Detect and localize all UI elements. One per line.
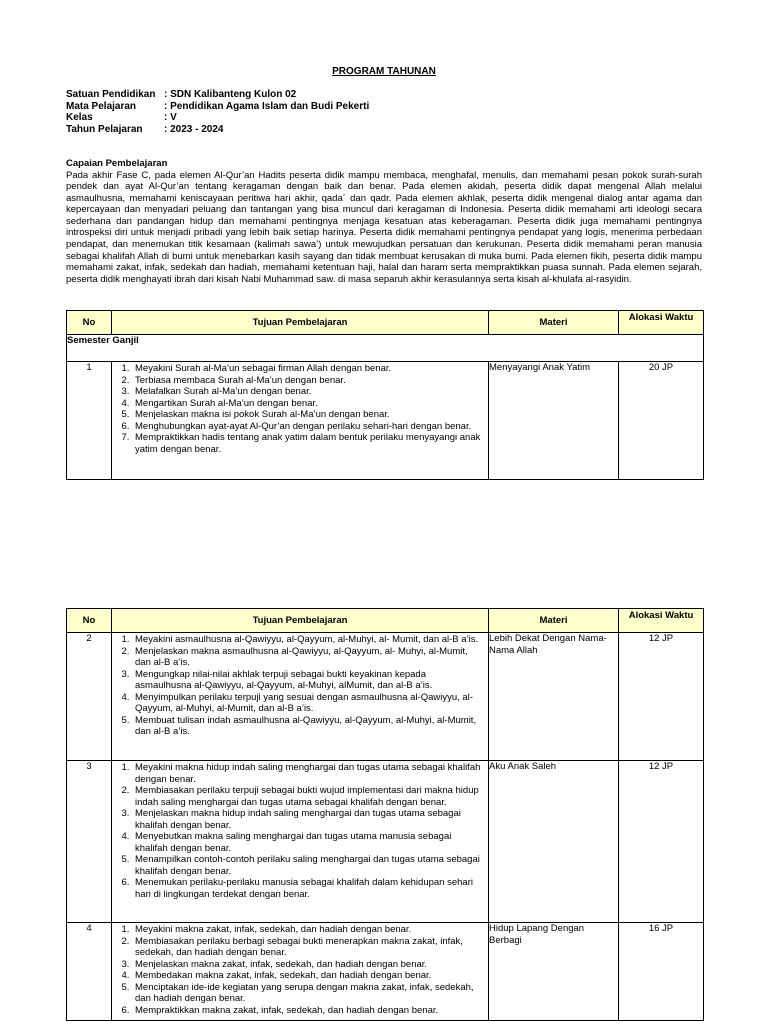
row-materi: Lebih Dekat Dengan Nama-Nama Allah (489, 633, 619, 761)
table-row (67, 923, 704, 1021)
identity-label: Kelas (66, 112, 93, 123)
row-no: 4 (67, 923, 112, 1021)
identity-value: : V (164, 112, 177, 123)
tujuan-item: 4. Mengartikan Surah al-Ma’un dengan benar. (132, 398, 484, 410)
header-materi: Materi (489, 609, 619, 633)
tujuan-item: 6. Mempraktikkan makna zakat, infak, sedekah, dan hadiah dengan benar. (132, 1005, 484, 1017)
identity-value: : SDN Kalibanteng Kulon 02 (164, 89, 297, 100)
tujuan-item: 6. Menemukan perilaku-perilaku manusia sebagai khalifah dalam kehidupan sehari hari di lingkungan terdekat dengan benar. (132, 877, 484, 900)
tujuan-item: 4. Membedakan makna zakat, infak, sedekah, dan hadiah dengan benar. (132, 970, 484, 982)
tujuan-item: 1. Meyakini Surah al-Ma’un sebagai firman Allah dengan benar. (132, 363, 484, 375)
identity-label: Satuan Pendidikan (66, 89, 156, 100)
tujuan-item: 5. Menciptakan ide-ide kegiatan yang serupa dengan makna zakat, infak, sedekah, dan hadiah dengan benar. (132, 982, 484, 1005)
identity-label: Tahun Pelajaran (66, 123, 143, 135)
tujuan-item: 3. Menjelaskan makna hidup indah saling menghargai dan tugas utama sebagai khalifah dengan benar. (132, 808, 484, 831)
tujuan-item: 4. Menyebutkan makna saling menghargai dan tugas utama manusia sebagai khalifah dengan benar. (132, 831, 484, 854)
tujuan-item: 2. Menjelaskan makna asmaulhusna al-Qawiyyu, al-Qayyum, al- Muhyi, al-Mumit, dan al-B a’is. (132, 646, 484, 669)
header-tujuan: Tujuan Pembelajaran (112, 609, 489, 633)
row-alokasi: 16 JP (619, 923, 704, 1021)
row-tujuan (112, 362, 489, 480)
table-row (67, 633, 704, 761)
identity-value: : 2023 - 2024 (164, 123, 224, 135)
tujuan-item: 2. Membiasakan perilaku terpuji sebagai bukti wujud implementasi dari makna hidup indah saling menghargai dan tugas utama sebagai khalifah dengan benar. (132, 785, 484, 808)
row-alokasi: 12 JP (619, 633, 704, 761)
header-alokasi: Alokasi Waktu (619, 609, 704, 633)
table-row (67, 761, 704, 923)
tujuan-item: 2. Membiasakan perilaku berbagi sebagai bukti menerapkan makna zakat, infak, sedekah, dan hadiah dengan benar. (132, 936, 484, 959)
tujuan-item: 3. Melafalkan Surah al-Ma’un dengan benar. (132, 386, 484, 398)
capaian-heading: Capaian Pembelajaran (66, 158, 168, 169)
row-materi: Hidup Lapang Dengan Berbagi (489, 923, 619, 1021)
header-alokasi: Alokasi Waktu (619, 311, 704, 335)
row-alokasi: 12 JP (619, 761, 704, 923)
row-no: 2 (67, 633, 112, 761)
semester-row (67, 335, 704, 362)
capaian-section (66, 158, 702, 285)
header-tujuan: Tujuan Pembelajaran (112, 311, 489, 335)
capaian-text: Pada akhir Fase C, pada elemen Al-Qur’an Hadits peserta didik mampu membaca, menghafal, menulis, dan memahami pesan pokok surah-surah pendek dan ayat Al-Qur’an tentang keragaman dengan baik dan benar. Pada elemen akidah, peserta didik dapat mengenal Allah melalui asmaulhusna, memahami keniscayaan peritiwa hari akhir, qada´ dan qadr. Pada elemen akhlak, peserta didik mengenal dialog antar agama dan kepercayaan dan menyadari peluang dan tantangan yang bisa muncul dari keragaman di Indonesia. Peserta didik memahami arti ideologi secara sederhana dan pandangan hidup dan memahami pentingnya menjaga kesatuan atas keberagaman. Peserta didik juga memahami pentingnya introspeksi diri untuk menjadi pribadi yang lebih baik setiap harinya. Peserta didik memahami pentingnya pendapat yang logis, menerima perbedaan pendapat, dan menemukan titik kesamaan (kalimah sawa’) untuk mewujudkan persatuan dan kerukunan. Peserta didik memahami peran manusia sebagai khalifah Allah di bumi untuk menebarkan kasih sayang dan tidak membuat kerusakan di muka bumi. Pada elemen fikih, peserta didik mampu memahami zakat, infak, sedekah dan hadiah, memahami ketentuan haji, halal dan haram serta mempraktikkan puasa sunnah. Pada elemen sejarah, peserta didik menghayati ibrah dari kisah Nabi Muhammad saw. di masa separuh akhir kerasulannya serta kisah al-khulafa al-rasyidin. (66, 169, 702, 285)
row-no: 3 (67, 761, 112, 923)
tujuan-list (112, 761, 488, 904)
tujuan-list (112, 633, 488, 742)
tujuan-item: 1. Meyakini makna hidup indah saling menghargai dan tugas utama sebagai khalifah dengan benar. (132, 762, 484, 785)
tujuan-item: 2. Terbiasa membaca Surah al-Ma’un dengan benar. (132, 375, 484, 387)
identity-row-mapel (66, 101, 369, 113)
identity-label: Mata Pelajaran (66, 100, 137, 112)
program-table-1 (66, 310, 704, 480)
tujuan-list (112, 362, 488, 459)
tujuan-item: 3. Mengungkap nilai-nilai akhlak terpuji sebagai bukti keyakinan kepada asmaulhusna al-Qawiyyu, al-Qayyum, al-Muhyi, alMumit, dan al-B a’is. (132, 669, 484, 692)
table-row (67, 362, 704, 480)
tujuan-item: 5. Menampilkan contoh-contoh perilaku saling menghargai dan tugas utama sebagai khalifah dengan benar. (132, 854, 484, 877)
row-alokasi: 20 JP (619, 362, 704, 480)
tujuan-item: 1. Meyakini asmaulhusna al-Qawiyyu, al-Qayyum, al-Muhyi, al- Mumit, dan al-B a’is. (132, 634, 484, 646)
row-no: 1 (67, 362, 112, 480)
row-tujuan (112, 633, 489, 761)
tujuan-item: 6. Menghubungkan ayat-ayat Al-Qur’an dengan perilaku sehari-hari dengan benar. (132, 421, 484, 433)
row-tujuan (112, 761, 489, 923)
program-table-2 (66, 608, 704, 1021)
identity-row-kelas (66, 112, 369, 124)
tujuan-item: 3. Menjelaskan makna zakat, infak, sedekah, dan hadiah dengan benar. (132, 959, 484, 971)
identity-row-tahun (66, 124, 369, 136)
tujuan-item: 7. Mempraktikkan hadis tentang anak yatim dalam bentuk perilaku menyayangi anak yatim dengan benar. (132, 432, 484, 455)
row-tujuan (112, 923, 489, 1021)
header-no: No (67, 609, 112, 633)
tujuan-item: 1. Meyakini makna zakat, infak, sedekah, dan hadiah dengan benar. (132, 924, 484, 936)
identity-block (66, 89, 369, 135)
page-title: PROGRAM TAHUNAN (332, 66, 436, 77)
identity-row-satuan (66, 89, 369, 101)
tujuan-item: 5. Menjelaskan makna isi pokok Surah al-Ma’un dengan benar. (132, 409, 484, 421)
row-materi: Menyayangi Anak Yatim (489, 362, 619, 480)
semester-label: Semester Ganjil (67, 335, 704, 362)
header-materi: Materi (489, 311, 619, 335)
tujuan-list (112, 923, 488, 1020)
tujuan-item: 4. Menyimpulkan perilaku terpuji yang sesuai dengan asmaulhusna al-Qawiyyu, al-Qayyum, al-Muhyi, al-Mumit, dan al-B a’is. (132, 692, 484, 715)
header-no: No (67, 311, 112, 335)
table-header-row (67, 311, 704, 335)
identity-value: : Pendidikan Agama Islam dan Budi Pekerti (164, 100, 370, 112)
table-header-row (67, 609, 704, 633)
row-materi: Aku Anak Saleh (489, 761, 619, 923)
tujuan-item: 5. Membuat tulisan indah asmaulhusna al-Qawiyyu, al-Qayyum, al-Muhyi, al-Mumit, dan al-B a’is. (132, 715, 484, 738)
